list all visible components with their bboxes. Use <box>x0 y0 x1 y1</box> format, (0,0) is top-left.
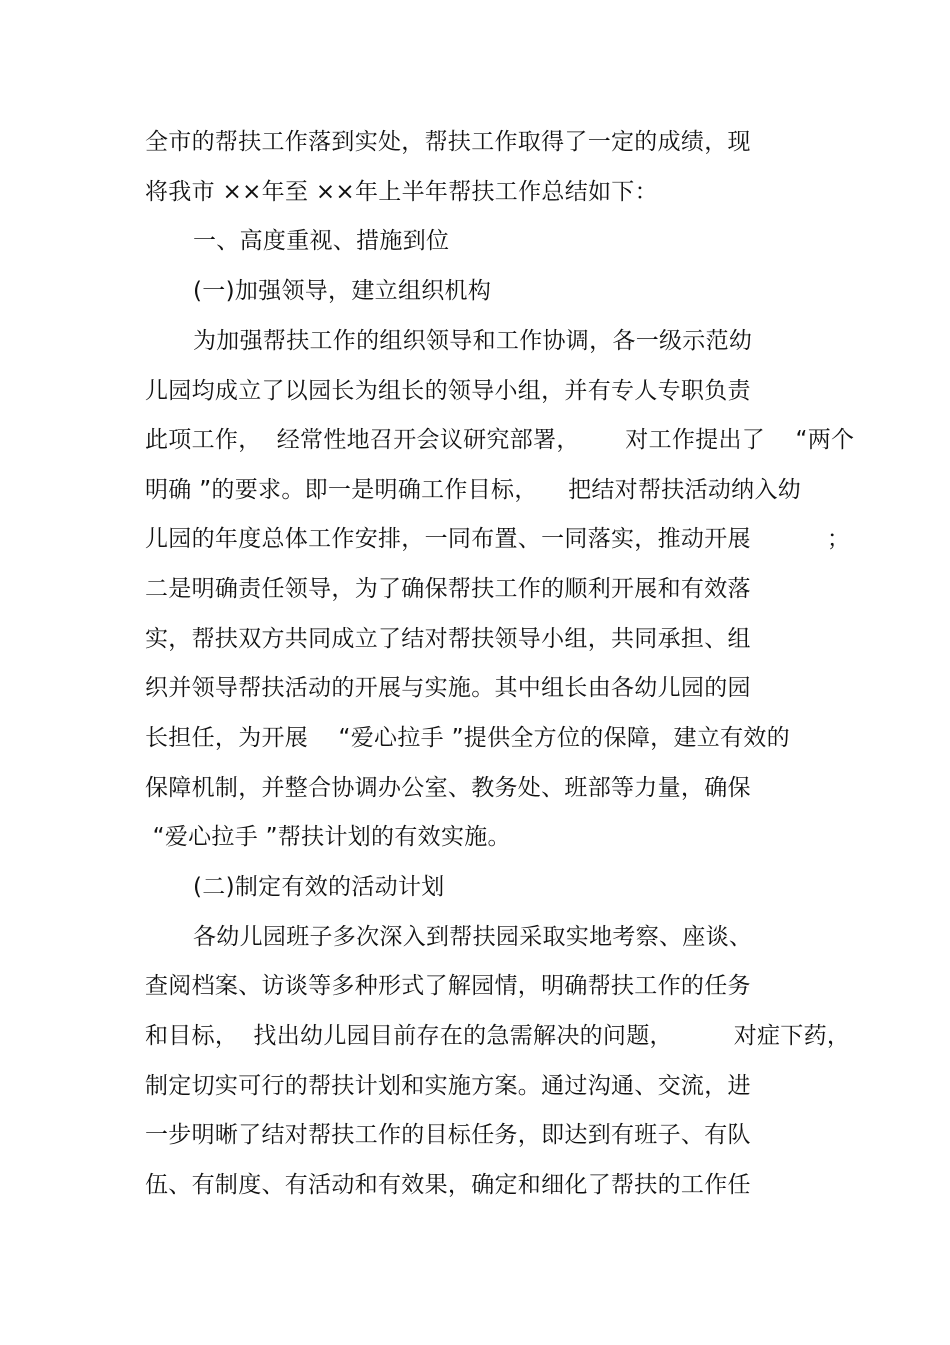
section-heading: 一、高度重视、措施到位 <box>193 228 450 254</box>
text-line: 明确 ”的要求。即一是明确工作目标， 把结对帮扶活动纳入幼 <box>145 477 802 503</box>
text-line: 伍、有制度、有活动和有效果，确定和细化了帮扶的工作任 <box>145 1172 751 1198</box>
text-line: 长担任，为开展 “爱心拉手 ”提供全方位的保障，建立有效的 <box>145 725 790 751</box>
text-line: 实，帮扶双方共同成立了结对帮扶领导小组，共同承担、组 <box>145 626 751 652</box>
subsection-heading: (一)加强领导，建立组织机构 <box>193 278 492 304</box>
text-line: 织并领导帮扶活动的开展与实施。其中组长由各幼儿园的园 <box>145 675 751 701</box>
text-line: 查阅档案、访谈等多种形式了解园情，明确帮扶工作的任务 <box>145 973 751 999</box>
text-line: 保障机制，并整合协调办公室、教务处、班部等力量，确保 <box>145 775 751 801</box>
text-line: 和目标， 找出幼儿园目前存在的急需解决的问题， 对症下药， <box>145 1023 851 1049</box>
text-line: “爱心拉手 ”帮扶计划的有效实施。 <box>145 824 511 850</box>
subsection-heading: (二)制定有效的活动计划 <box>193 874 445 900</box>
text-line: 儿园的年度总体工作安排，一同布置、一同落实，推动开展 ； <box>145 526 851 552</box>
text-line: 此项工作， 经常性地召开会议研究部署， 对工作提出了 “两个 <box>145 427 855 453</box>
text-line: 各幼儿园班子多次深入到帮扶园采取实地考察、座谈、 <box>193 924 753 950</box>
text-line: 为加强帮扶工作的组织领导和工作协调，各一级示范幼 <box>193 328 753 354</box>
text-line: 将我市 ××年至 ××年上半年帮扶工作总结如下： <box>145 179 658 205</box>
text-line: 二是明确责任领导，为了确保帮扶工作的顺利开展和有效落 <box>145 576 751 602</box>
text-line: 儿园均成立了以园长为组长的领导小组，并有专人专职负责 <box>145 378 751 404</box>
text-line: 一步明晰了结对帮扶工作的目标任务，即达到有班子、有队 <box>145 1122 751 1148</box>
text-line: 制定切实可行的帮扶计划和实施方案。通过沟通、交流，进 <box>145 1073 751 1099</box>
text-line: 全市的帮扶工作落到实处，帮扶工作取得了一定的成绩，现 <box>145 129 751 155</box>
